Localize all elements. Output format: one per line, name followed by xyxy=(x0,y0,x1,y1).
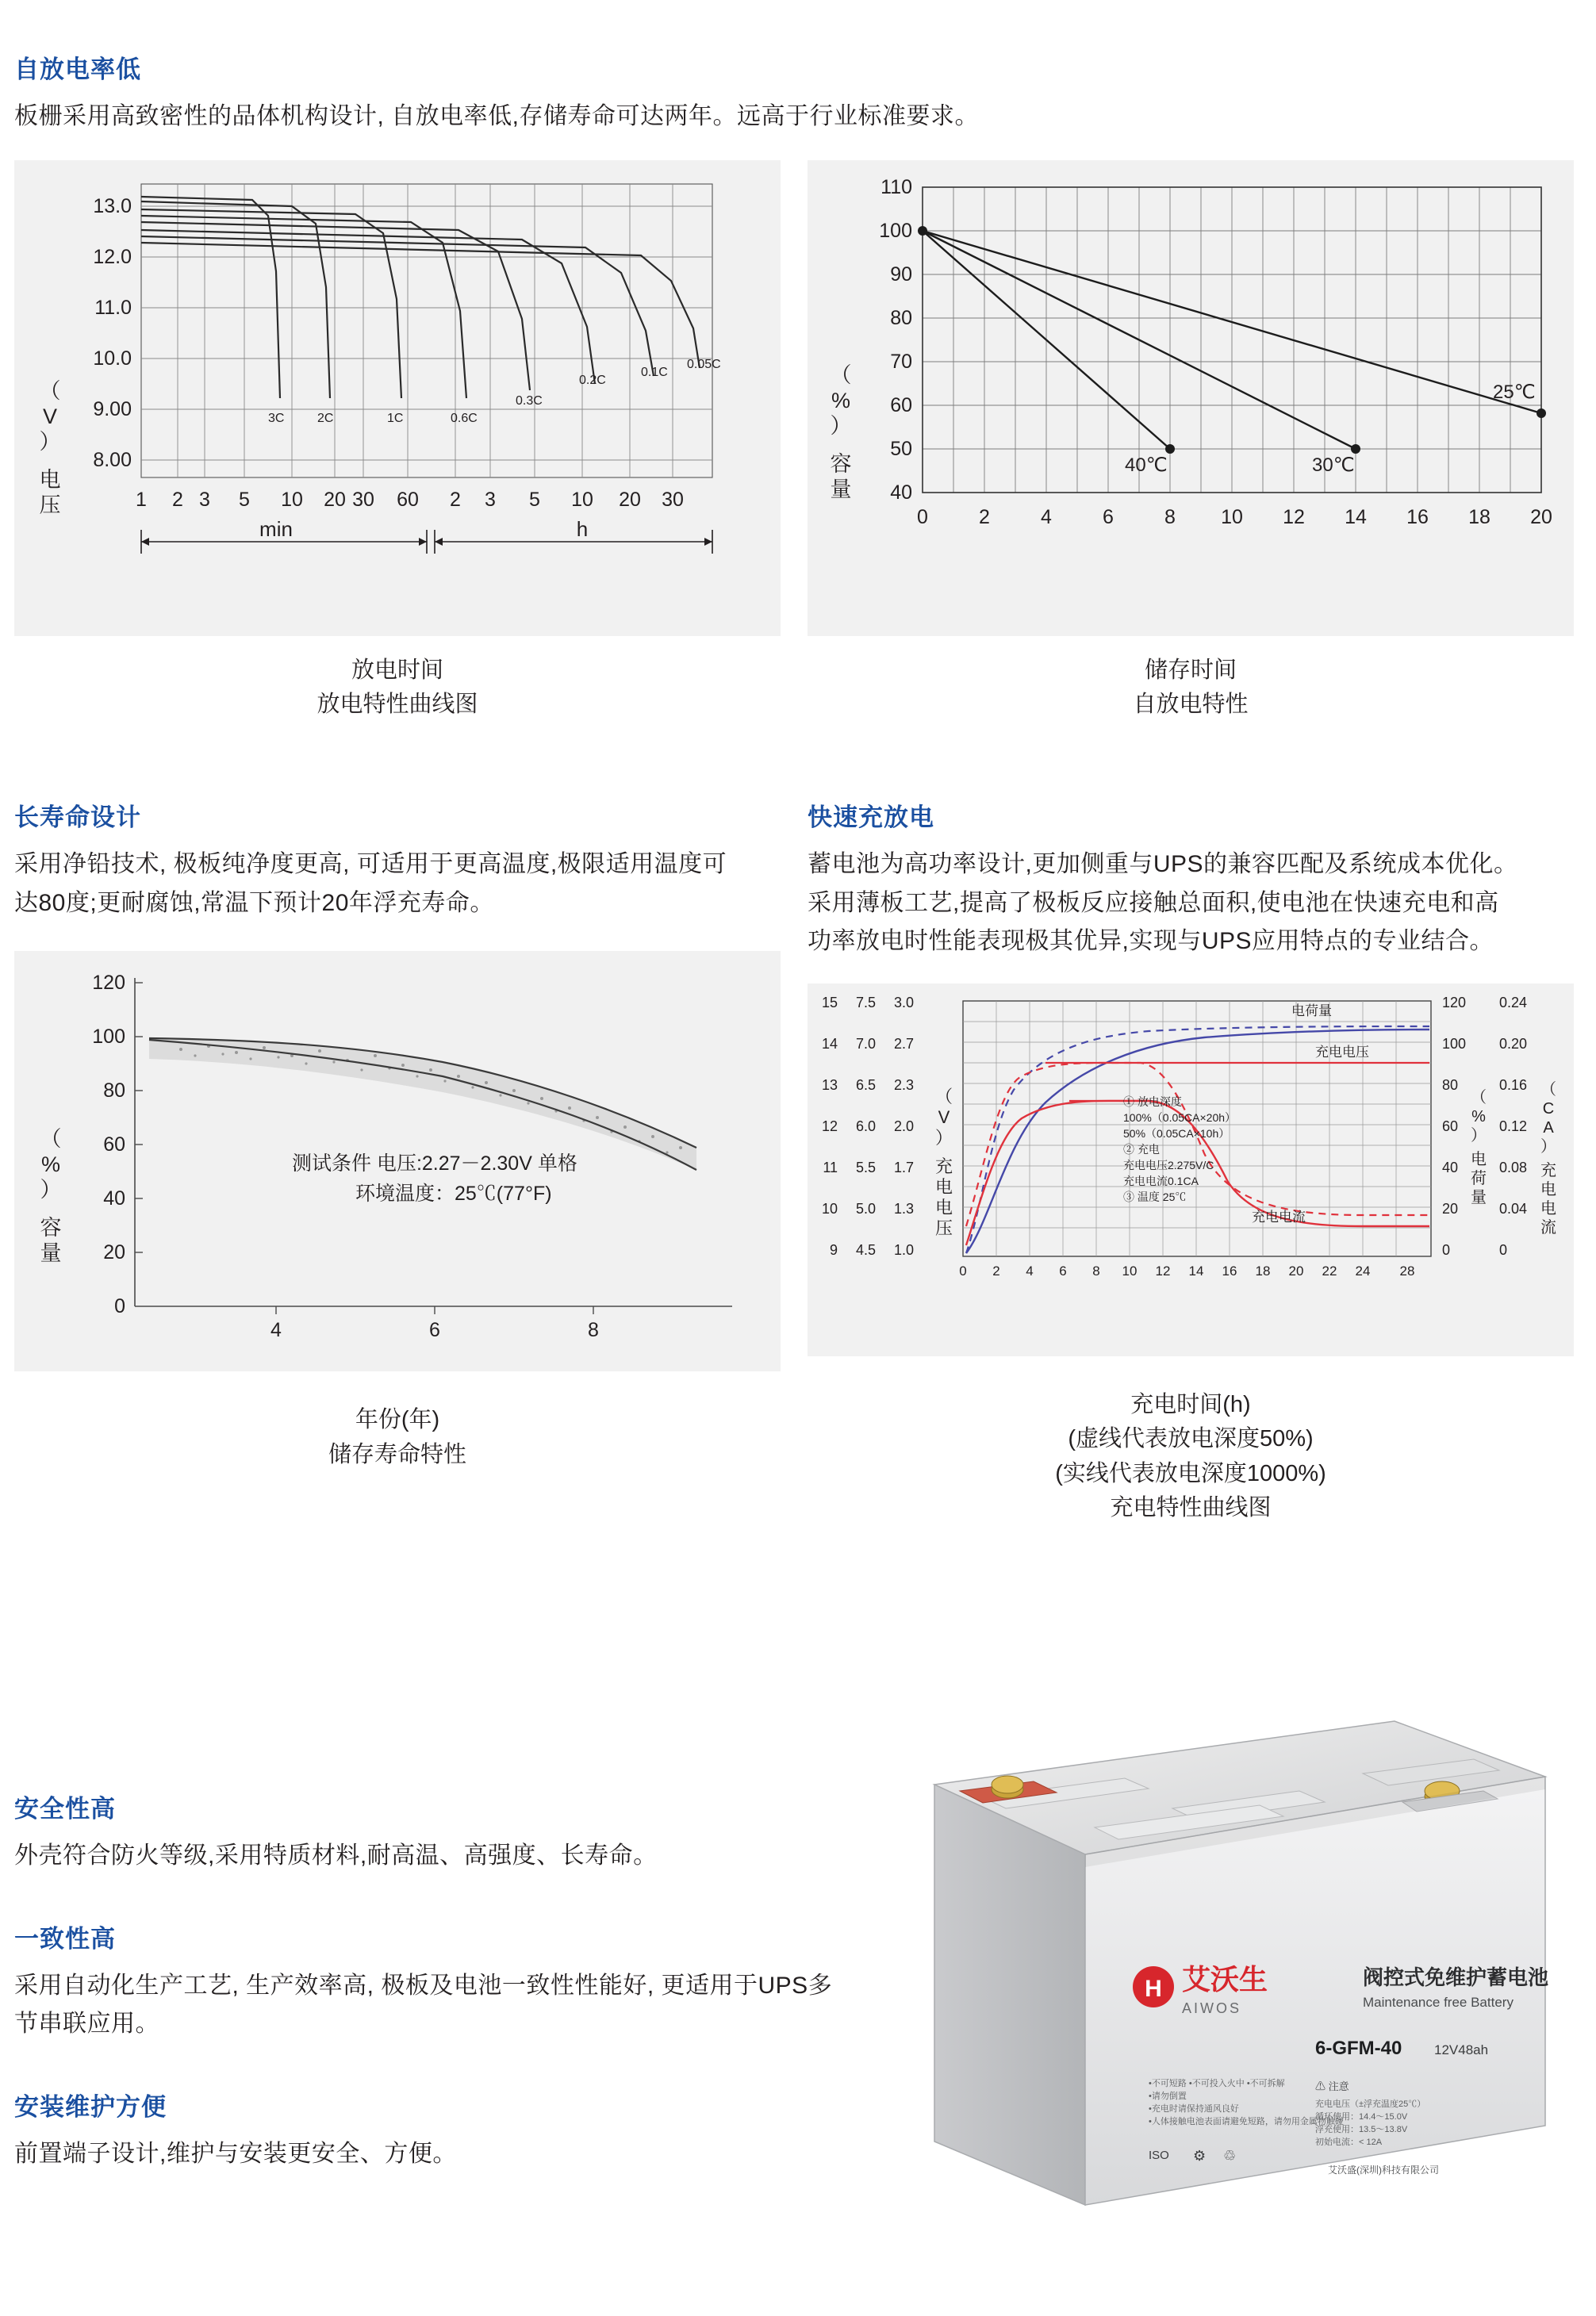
svg-text:流: 流 xyxy=(1540,1218,1556,1237)
svg-text:2C: 2C xyxy=(317,411,334,425)
svg-text:0.20: 0.20 xyxy=(1499,1035,1528,1052)
section-text-fast-charge: 蓄电池为高功率设计,更加侧重与UPS的兼容匹配及系统成本优化。采用薄板工艺,提高了极板反应接触总面积,使电池在快速充电和高功率放电时性能表现极其优异,实现与UPS应用特点的专业结合。 xyxy=(808,851,1518,955)
svg-text:30: 30 xyxy=(662,488,684,511)
svg-text:10: 10 xyxy=(281,488,303,511)
svg-text:V: V xyxy=(938,1106,950,1127)
svg-text:压: 压 xyxy=(934,1217,953,1238)
svg-text:20: 20 xyxy=(324,488,346,511)
svg-text:2: 2 xyxy=(979,505,990,528)
svg-text:5.5: 5.5 xyxy=(855,1159,876,1175)
svg-text:6.0: 6.0 xyxy=(855,1118,876,1134)
svg-text:0.3C: 0.3C xyxy=(516,393,543,408)
svg-text:ISO: ISO xyxy=(1149,2149,1169,2162)
svg-text:40: 40 xyxy=(103,1187,125,1210)
svg-text:10: 10 xyxy=(571,488,593,511)
svg-text:3.0: 3.0 xyxy=(893,994,914,1010)
svg-text:（: （ xyxy=(830,362,852,387)
svg-text:13.0: 13.0 xyxy=(93,194,132,217)
svg-text:min: min xyxy=(259,516,293,541)
svg-text:2.3: 2.3 xyxy=(893,1076,914,1093)
svg-text:0: 0 xyxy=(1499,1241,1508,1258)
svg-text:C: C xyxy=(1542,1099,1555,1118)
svg-text:0.08: 0.08 xyxy=(1499,1159,1528,1175)
svg-text:1C: 1C xyxy=(387,411,404,425)
svg-text:12.0: 12.0 xyxy=(93,245,132,268)
svg-text:0: 0 xyxy=(917,505,928,528)
svg-text:充电电压（±浮充温度25℃）: 充电电压（±浮充温度25℃） xyxy=(1315,2099,1426,2109)
svg-text:0.05C: 0.05C xyxy=(687,357,721,371)
svg-text:充: 充 xyxy=(934,1156,953,1176)
chart-discharge-frame xyxy=(14,160,781,636)
section-fast-charge xyxy=(808,797,1574,1526)
svg-text:30: 30 xyxy=(352,488,374,511)
svg-text:（: （ xyxy=(39,378,61,403)
svg-text:10: 10 xyxy=(821,1200,838,1217)
svg-text:12V48ah: 12V48ah xyxy=(1434,2042,1489,2057)
svg-text:充电电流0.1CA: 充电电流0.1CA xyxy=(1123,1174,1199,1187)
svg-text:•充电时请保持通风良好: •充电时请保持通风良好 xyxy=(1149,2104,1239,2114)
svg-text:60: 60 xyxy=(890,393,912,416)
svg-text:3: 3 xyxy=(485,488,496,511)
section-text-safety: 外壳符合防火等级,采用特质材料,耐高温、高强度、长寿命。 xyxy=(14,1842,658,1869)
svg-text:0: 0 xyxy=(114,1295,125,1318)
section-title-maintenance: 安装维护方便 xyxy=(14,2092,167,2121)
svg-text:⚠ 注意: ⚠ 注意 xyxy=(1315,2080,1349,2092)
svg-text:40: 40 xyxy=(1442,1159,1459,1175)
caption-line: (虚线代表放电深度50%) xyxy=(1068,1426,1314,1452)
chart-charge-frame xyxy=(808,984,1574,1356)
svg-text:20: 20 xyxy=(103,1241,125,1264)
svg-text:16: 16 xyxy=(1406,505,1429,528)
svg-text:6-GFM-40: 6-GFM-40 xyxy=(1315,2038,1402,2059)
product-image xyxy=(887,1658,1585,2260)
svg-text:12: 12 xyxy=(1283,505,1305,528)
svg-text:初始电流：< 12A: 初始电流：< 12A xyxy=(1315,2138,1383,2147)
svg-text:♲: ♲ xyxy=(1223,2148,1237,2164)
svg-text:0: 0 xyxy=(959,1263,967,1279)
svg-text:1.3: 1.3 xyxy=(893,1200,914,1217)
section-maintenance xyxy=(14,2087,839,2174)
caption-line: 储存寿命特性 xyxy=(328,1441,466,1467)
svg-text:电: 电 xyxy=(934,1176,953,1197)
svg-text:0.16: 0.16 xyxy=(1499,1076,1528,1093)
svg-text:3C: 3C xyxy=(268,411,285,425)
svg-text:1.7: 1.7 xyxy=(893,1159,914,1175)
caption-line: 储存时间 xyxy=(1144,657,1237,683)
svg-text:② 充电: ② 充电 xyxy=(1123,1142,1160,1156)
svg-text:60: 60 xyxy=(103,1133,125,1156)
svg-text:艾沃生: 艾沃生 xyxy=(1182,1963,1268,1996)
section-self-discharge xyxy=(14,49,1582,723)
svg-text:（: （ xyxy=(934,1086,953,1106)
svg-text:量: 量 xyxy=(40,1241,62,1266)
svg-text:30℃: 30℃ xyxy=(1312,454,1355,476)
svg-text:3: 3 xyxy=(199,488,210,511)
svg-text:%: % xyxy=(831,388,851,412)
section-consistency xyxy=(14,1919,839,2044)
svg-text:6.5: 6.5 xyxy=(855,1076,876,1093)
svg-text:50: 50 xyxy=(890,437,912,460)
svg-text:13: 13 xyxy=(821,1076,838,1093)
chart-storage-life-frame xyxy=(14,951,781,1371)
svg-text:① 放电深度: ① 放电深度 xyxy=(1123,1095,1182,1108)
svg-text:80: 80 xyxy=(103,1079,125,1102)
svg-text:7.0: 7.0 xyxy=(855,1035,876,1052)
svg-text:艾沃盛(深圳)科技有限公司: 艾沃盛(深圳)科技有限公司 xyxy=(1328,2165,1439,2176)
svg-text:14: 14 xyxy=(1188,1263,1204,1279)
svg-text:AIWOS: AIWOS xyxy=(1182,2000,1242,2016)
svg-text:15: 15 xyxy=(821,994,838,1010)
section-title-self-discharge: 自放电率低 xyxy=(14,56,141,83)
svg-text:1.0: 1.0 xyxy=(893,1241,914,1258)
caption-line: 放电时间 xyxy=(351,657,443,683)
svg-text:6: 6 xyxy=(429,1319,440,1342)
svg-text:24: 24 xyxy=(1355,1263,1371,1279)
svg-text:容: 容 xyxy=(40,1216,62,1240)
svg-text:60: 60 xyxy=(1442,1118,1459,1134)
svg-text:9: 9 xyxy=(829,1241,838,1258)
svg-text:）: ） xyxy=(39,429,61,454)
svg-text:充电电压: 充电电压 xyxy=(1315,1044,1369,1060)
bottom-feature-list xyxy=(14,1789,839,2173)
svg-text:12: 12 xyxy=(821,1118,838,1134)
caption-line: 年份(年) xyxy=(355,1407,440,1433)
svg-text:⚙: ⚙ xyxy=(1193,2148,1207,2164)
svg-text:h: h xyxy=(576,516,589,541)
svg-text:100%（0.05CA×20h）: 100%（0.05CA×20h） xyxy=(1123,1110,1237,1124)
svg-text:电: 电 xyxy=(1540,1180,1556,1198)
top-charts-row xyxy=(14,160,1582,723)
svg-text:量: 量 xyxy=(1471,1188,1487,1206)
svg-text:10: 10 xyxy=(1221,505,1243,528)
svg-text:40℃: 40℃ xyxy=(1125,454,1168,476)
svg-text:0.04: 0.04 xyxy=(1499,1200,1528,1217)
svg-text:•不可短路 •不可投入火中 •不可拆解: •不可短路 •不可投入火中 •不可拆解 xyxy=(1149,2079,1285,2088)
svg-text:4: 4 xyxy=(1026,1263,1034,1279)
chart-selfdischarge-caption xyxy=(808,654,1574,723)
svg-text:4.5: 4.5 xyxy=(855,1241,876,1258)
svg-text:22: 22 xyxy=(1322,1263,1337,1279)
svg-text:阀控式免维护蓄电池: 阀控式免维护蓄电池 xyxy=(1363,1965,1549,1989)
svg-text:6: 6 xyxy=(1059,1263,1067,1279)
svg-text:荷: 荷 xyxy=(1471,1169,1487,1187)
svg-text:0.12: 0.12 xyxy=(1499,1118,1528,1134)
svg-text:18: 18 xyxy=(1468,505,1490,528)
chart-selfdischarge-frame xyxy=(808,160,1574,636)
svg-text:浮充使用：13.5～13.8V: 浮充使用：13.5～13.8V xyxy=(1315,2125,1408,2134)
svg-text:）: ） xyxy=(830,413,852,438)
svg-text:电: 电 xyxy=(934,1197,953,1217)
svg-text:100: 100 xyxy=(92,1026,125,1049)
svg-text:10: 10 xyxy=(1122,1263,1138,1279)
section-text-long-life: 采用净铅技术, 极板纯净度更高, 可适用于更高温度,极限适用温度可达80度;更耐腐蚀,常温下预计20年浮充寿命。 xyxy=(14,851,727,916)
svg-text:5: 5 xyxy=(529,488,540,511)
svg-text:50%（0.05CA×10h）: 50%（0.05CA×10h） xyxy=(1123,1126,1230,1140)
svg-text:40: 40 xyxy=(890,481,912,504)
chart-selfdischarge-column xyxy=(808,160,1574,723)
svg-text:（: （ xyxy=(1471,1088,1487,1106)
svg-text:80: 80 xyxy=(1442,1076,1459,1093)
svg-text:70: 70 xyxy=(890,350,912,373)
svg-text:压: 压 xyxy=(39,493,61,517)
svg-text:8: 8 xyxy=(1092,1263,1100,1279)
svg-text:20: 20 xyxy=(1442,1200,1459,1217)
svg-text:%: % xyxy=(1471,1107,1486,1125)
svg-text:100: 100 xyxy=(1442,1035,1467,1052)
section-title-consistency: 一致性高 xyxy=(14,1924,116,1953)
svg-text:60: 60 xyxy=(397,488,419,511)
svg-text:2: 2 xyxy=(992,1263,1000,1279)
svg-text:120: 120 xyxy=(92,972,125,995)
svg-text:4: 4 xyxy=(1041,505,1052,528)
svg-text:16: 16 xyxy=(1222,1263,1237,1279)
section-text-consistency: 采用自动化生产工艺, 生产效率高, 极板及电池一致性性能好, 更适用于UPS多节串联应用。 xyxy=(14,1972,833,2038)
svg-text:H: H xyxy=(1145,1976,1162,2002)
section-title-fast-charge: 快速充放电 xyxy=(808,803,934,831)
svg-text:14: 14 xyxy=(1345,505,1367,528)
svg-text:2.0: 2.0 xyxy=(893,1118,914,1134)
svg-text:1: 1 xyxy=(136,488,147,511)
svg-text:电荷量: 电荷量 xyxy=(1291,1003,1332,1018)
chart-discharge-caption xyxy=(14,654,781,723)
chart-storage-life-svg xyxy=(14,951,781,1371)
chart-charge-svg xyxy=(808,984,1574,1356)
svg-text:（: （ xyxy=(40,1127,62,1152)
section-text-maintenance: 前置端子设计,维护与安装更安全、方便。 xyxy=(14,2140,457,2167)
svg-text:充电电流: 充电电流 xyxy=(1252,1209,1306,1225)
section-title-safety: 安全性高 xyxy=(14,1795,116,1823)
svg-text:14: 14 xyxy=(821,1035,838,1052)
svg-text:9.00: 9.00 xyxy=(93,397,132,420)
svg-text:0.24: 0.24 xyxy=(1499,994,1528,1010)
section-safety xyxy=(14,1789,839,1876)
svg-text:电: 电 xyxy=(39,467,61,492)
svg-text:120: 120 xyxy=(1442,994,1467,1010)
svg-text:5: 5 xyxy=(239,488,250,511)
svg-text:（: （ xyxy=(1540,1080,1556,1099)
svg-text:•人体接触电池表面请避免短路，请勿用金属物触碰: •人体接触电池表面请避免短路，请勿用金属物触碰 xyxy=(1149,2117,1344,2126)
svg-text:90: 90 xyxy=(890,263,912,286)
svg-text:测试条件 电压:2.27－2.30V 单格: 测试条件 电压:2.27－2.30V 单格 xyxy=(292,1152,577,1175)
svg-text:A: A xyxy=(1543,1118,1554,1137)
svg-text:）: ） xyxy=(934,1127,953,1148)
svg-text:充电电压2.275V/C: 充电电压2.275V/C xyxy=(1123,1158,1214,1171)
svg-text:6: 6 xyxy=(1103,505,1114,528)
svg-text:20: 20 xyxy=(1530,505,1552,528)
svg-text:80: 80 xyxy=(890,306,912,329)
svg-text:20: 20 xyxy=(1288,1263,1304,1279)
svg-text:容: 容 xyxy=(830,451,852,476)
chart-discharge-svg xyxy=(14,160,781,636)
section-text-self-discharge: 板栅采用高致密性的品体机构设计, 自放电率低,存储寿命可达两年。远高于行业标准要求。 xyxy=(14,103,980,129)
svg-text:100: 100 xyxy=(879,219,912,242)
svg-text:量: 量 xyxy=(830,477,852,501)
svg-text:20: 20 xyxy=(619,488,641,511)
chart-selfdischarge-svg xyxy=(808,160,1574,636)
svg-text:8: 8 xyxy=(588,1319,599,1342)
caption-line: 充电特性曲线图 xyxy=(1110,1495,1272,1521)
svg-text:0.2C: 0.2C xyxy=(579,373,606,387)
svg-text:）: ） xyxy=(40,1178,62,1202)
chart-discharge-column xyxy=(14,160,781,723)
svg-text:2.7: 2.7 xyxy=(893,1035,914,1052)
svg-text:%: % xyxy=(40,1152,61,1177)
svg-text:充: 充 xyxy=(1540,1161,1556,1179)
svg-text:循环使用：14.4～15.0V: 循环使用：14.4～15.0V xyxy=(1315,2112,1408,2122)
svg-text:•请勿倒置: •请勿倒置 xyxy=(1149,2092,1187,2101)
chart-charge-caption xyxy=(808,1388,1574,1526)
svg-text:7.5: 7.5 xyxy=(855,994,876,1010)
svg-text:11: 11 xyxy=(823,1159,838,1175)
caption-line: (实线代表放电深度1000%) xyxy=(1055,1460,1326,1486)
svg-text:0.6C: 0.6C xyxy=(451,411,478,425)
svg-text:2: 2 xyxy=(172,488,183,511)
svg-text:环境温度：25℃(77°F): 环境温度：25℃(77°F) xyxy=(355,1183,552,1206)
svg-text:2: 2 xyxy=(450,488,461,511)
svg-text:0: 0 xyxy=(1442,1241,1451,1258)
svg-text:28: 28 xyxy=(1399,1263,1415,1279)
svg-text:4: 4 xyxy=(270,1319,282,1342)
svg-text:10.0: 10.0 xyxy=(93,347,132,370)
svg-text:电: 电 xyxy=(1540,1199,1556,1217)
svg-text:③ 温度 25℃: ③ 温度 25℃ xyxy=(1123,1190,1187,1203)
svg-text:5.0: 5.0 xyxy=(855,1200,876,1217)
caption-line: 放电特性曲线图 xyxy=(317,692,478,718)
svg-text:）: ） xyxy=(1540,1137,1556,1156)
svg-text:V: V xyxy=(42,404,58,428)
svg-text:电: 电 xyxy=(1471,1150,1487,1168)
svg-text:8.00: 8.00 xyxy=(93,448,132,471)
svg-text:）: ） xyxy=(1471,1126,1487,1145)
svg-text:0.1C: 0.1C xyxy=(641,365,668,379)
svg-text:18: 18 xyxy=(1255,1263,1271,1279)
section-title-long-life: 长寿命设计 xyxy=(14,803,141,831)
chart-storage-life-caption xyxy=(14,1403,781,1472)
battery-illustration xyxy=(887,1658,1585,2260)
svg-text:11.0: 11.0 xyxy=(94,296,132,319)
section-long-life xyxy=(14,797,781,1526)
svg-text:110: 110 xyxy=(880,175,912,198)
svg-text:12: 12 xyxy=(1155,1263,1171,1279)
svg-text:Maintenance free Battery: Maintenance free Battery xyxy=(1363,1995,1514,2010)
caption-line: 充电时间(h) xyxy=(1130,1391,1251,1417)
caption-line: 自放电特性 xyxy=(1133,692,1249,718)
svg-text:25℃: 25℃ xyxy=(1493,381,1536,403)
middle-sections xyxy=(14,797,1582,1526)
svg-text:8: 8 xyxy=(1164,505,1176,528)
